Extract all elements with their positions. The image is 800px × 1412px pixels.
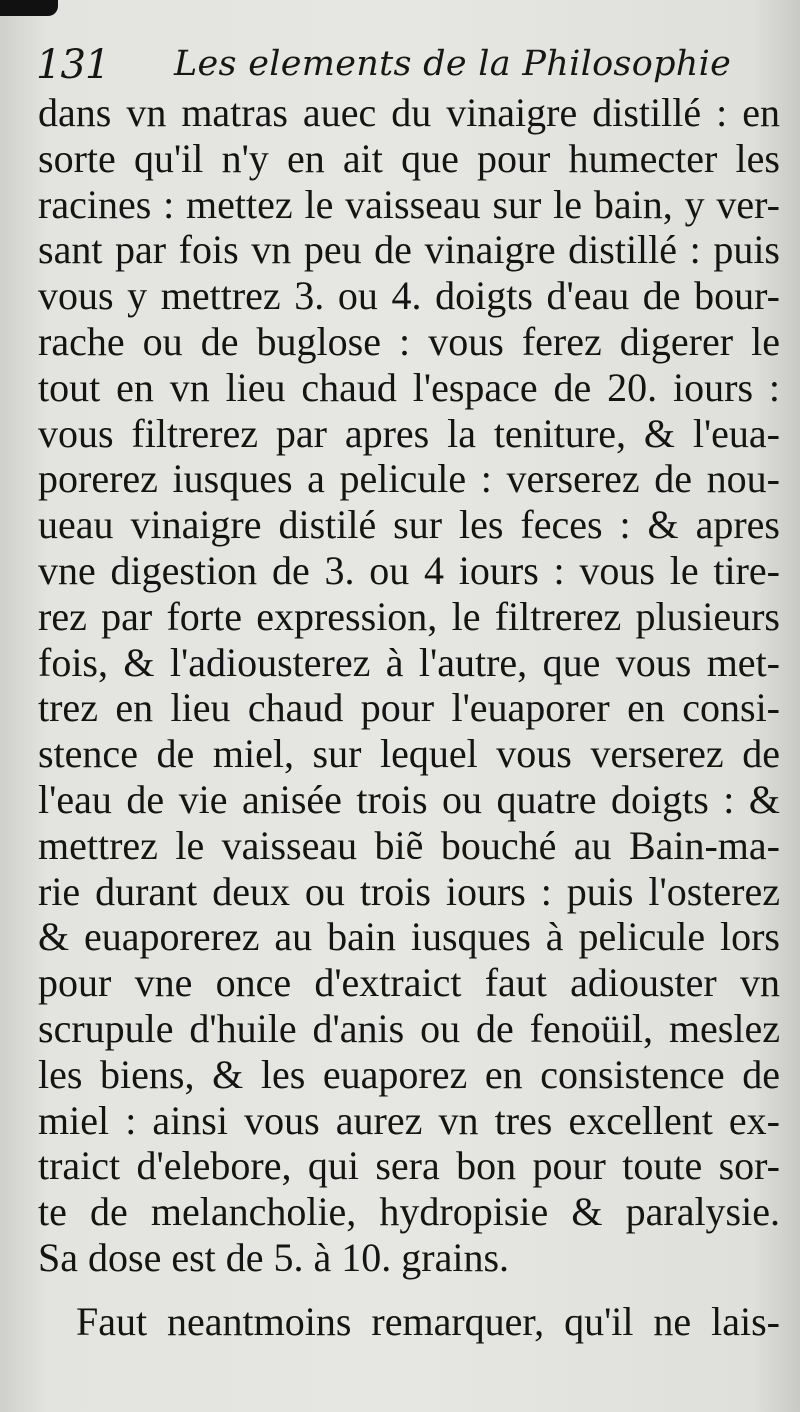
text-line: vne digestion de 3. ou 4 iours : vous le tire- [38, 547, 780, 593]
text-line: rie durant deux ou trois iours : puis l'osterez [38, 868, 780, 914]
text-line: les biens, & les euaporez en consistence de [38, 1051, 780, 1097]
text-line: rache ou de buglose : vous ferez digerer le [38, 318, 780, 364]
text-line: rez par forte expression, le filtrerez plusieurs [38, 593, 780, 639]
text-line: ueau vinaigre distilé sur les feces : & apres [38, 502, 780, 548]
text-line: te de melancholie, hydropisie & paralysie. [38, 1189, 780, 1235]
text-line: sorte qu'il n'y en ait que pour humecter les [38, 135, 780, 181]
scan-corner-mark [0, 0, 58, 16]
text-line: scrupule d'huile d'anis ou de fenoüil, meslez [38, 1005, 780, 1051]
body-text [38, 90, 780, 1345]
text-line: racines : mettez le vaisseau sur le bain, y ver- [38, 181, 780, 227]
text-line: fois, & l'adiousterez à l'autre, que vous met- [38, 639, 780, 685]
text-line: mettrez le vaisseau biẽ bouché au Bain-ma- [38, 822, 780, 868]
text-line: Sa dose est de 5. à 10. grains. [38, 1234, 510, 1280]
text-line: vous filtrerez par apres la teniture, & l'eua- [38, 410, 780, 456]
text-line: miel : ainsi vous aurez vn tres excellent ex- [38, 1097, 780, 1143]
text-line: tout en vn lieu chaud l'espace de 20. iours : [38, 364, 780, 410]
text-line: stence de miel, sur lequel vous verserez de [38, 731, 780, 777]
text-line: vous y mettrez 3. ou 4. doigts d'eau de bour- [38, 273, 780, 319]
running-head: Les elements de la Philosophie [174, 44, 732, 84]
text-line: sant par fois vn peu de vinaigre distillé : puis [38, 227, 780, 273]
page-number: 131 [36, 42, 110, 88]
text-line: porerez iusques a pelicule : verserez de nou- [38, 456, 780, 502]
paragraph-spacer [38, 1281, 780, 1299]
text-line: l'eau de vie anisée trois ou quatre doigts : & [38, 776, 780, 822]
text-line-next-paragraph: Faut neantmoins remarquer, qu'il ne lais- [76, 1298, 780, 1344]
text-line: traict d'elebore, qui sera bon pour toute sor- [38, 1143, 780, 1189]
page-header [36, 38, 776, 94]
text-line: pour vne once d'extraict faut adiouster vn [38, 960, 780, 1006]
text-line: dans vn matras auec du vinaigre distillé : en [38, 90, 780, 135]
text-line: & euaporerez au bain iusques à pelicule lors [38, 914, 780, 960]
text-line: trez en lieu chaud pour l'euaporer en consi- [38, 685, 780, 731]
